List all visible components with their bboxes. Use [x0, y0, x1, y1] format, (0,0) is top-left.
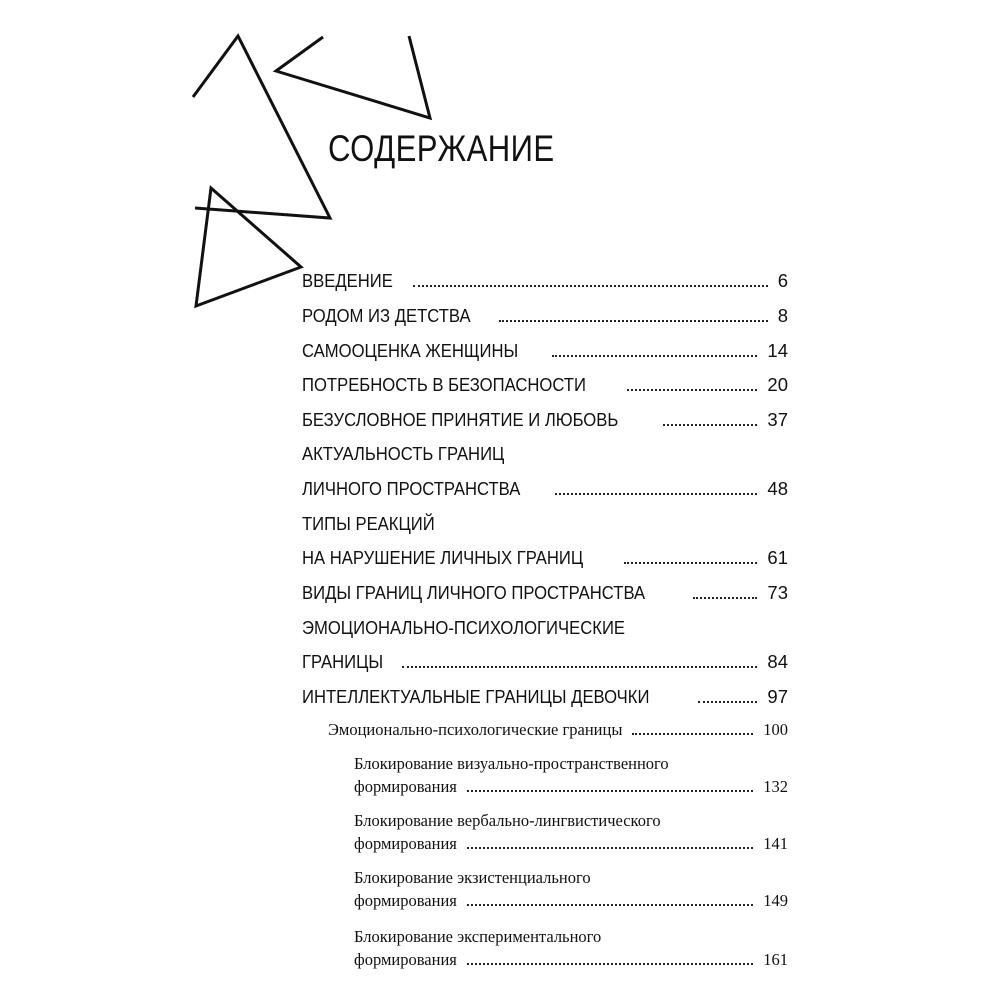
toc-entry-label: РОДОМ ИЗ ДЕТСТВА: [302, 305, 471, 326]
leader-dots: [663, 424, 757, 426]
toc-entry-label: ИНТЕЛЛЕКТУАЛЬНЫЕ ГРАНИЦЫ ДЕВОЧКИ: [302, 686, 650, 707]
leader-dots: [467, 904, 753, 906]
toc-page-number: 61: [767, 547, 788, 568]
leader-dots: [632, 733, 753, 735]
leader-dots: [693, 597, 757, 599]
toc-entry[interactable]: [302, 547, 788, 571]
toc-entry-first-line: ТИПЫ РЕАКЦИЙ: [302, 513, 435, 534]
toc-subsubentry[interactable]: [354, 950, 788, 972]
toc-entry-label: ВВЕДЕНИЕ: [302, 270, 393, 291]
leader-dots: [499, 320, 767, 322]
toc-entry[interactable]: [302, 340, 788, 364]
toc-entry-label: БЕЗУСЛОВНОЕ ПРИНЯТИЕ И ЛЮБОВЬ: [302, 409, 619, 430]
toc-subsubentry[interactable]: [354, 834, 788, 856]
toc-entry-first-line: ЭМОЦИОНАЛЬНО-ПСИХОЛОГИЧЕСКИЕ: [302, 617, 626, 638]
toc-page-number: 73: [767, 582, 788, 603]
toc-entry-first-line: АКТУАЛЬНОСТЬ ГРАНИЦ: [302, 443, 505, 464]
toc-entry[interactable]: [302, 270, 788, 294]
toc-subsubentry-first-line: Блокирование экспериментального: [354, 927, 602, 946]
leader-dots: [555, 493, 758, 495]
toc-entry[interactable]: [302, 374, 788, 398]
toc-entry[interactable]: [302, 305, 788, 329]
toc-entry-label: ГРАНИЦЫ: [302, 651, 384, 672]
toc-subsubentry-first-line: Блокирование вербально-лингвистического: [354, 811, 661, 830]
toc-entry[interactable]: [302, 686, 788, 710]
toc-entry[interactable]: [302, 409, 788, 433]
toc-subentry-label: Эмоционально-психологические границы: [328, 720, 623, 739]
triangle-outline-top-right: [276, 36, 430, 118]
toc-entry[interactable]: [302, 478, 788, 502]
toc-page-number: 132: [763, 777, 788, 796]
toc-subsubentry[interactable]: [354, 777, 788, 799]
page-title: СОДЕРЖАНИЕ: [328, 128, 555, 169]
leader-dots: [467, 963, 753, 965]
toc-subsubentry[interactable]: [354, 891, 788, 913]
toc-subsubentry-label: формирования: [354, 891, 457, 910]
toc-subsubentry-label: формирования: [354, 950, 457, 969]
toc-page-number: 100: [763, 720, 788, 739]
toc-page-number: 141: [763, 834, 788, 853]
toc-page-number: 149: [763, 891, 788, 910]
toc-page-number: 6: [777, 270, 788, 291]
leader-dots: [413, 285, 768, 287]
toc-page-number: 97: [767, 686, 788, 707]
toc-entry-label: ПОТРЕБНОСТЬ В БЕЗОПАСНОСТИ: [302, 374, 586, 395]
toc-entry-label: ВИДЫ ГРАНИЦ ЛИЧНОГО ПРОСТРАНСТВА: [302, 582, 646, 603]
toc-page-number: 8: [777, 305, 788, 326]
leader-dots: [627, 389, 757, 391]
toc-entry[interactable]: [302, 651, 788, 675]
leader-dots: [698, 701, 757, 703]
toc-page-number: 84: [767, 651, 788, 672]
toc-subentry[interactable]: [328, 720, 788, 742]
toc-entry[interactable]: [302, 582, 788, 606]
toc-page-number: 161: [763, 950, 788, 969]
triangle-outline-bottom-left: [196, 188, 301, 306]
toc-subsubentry-first-line: Блокирование визуально-пространственного: [354, 754, 669, 773]
toc-entry-label: ЛИЧНОГО ПРОСТРАНСТВА: [302, 478, 521, 499]
toc-subsubentry-label: формирования: [354, 777, 457, 796]
toc-page-number: 14: [767, 340, 788, 361]
toc-page-number: 20: [767, 374, 788, 395]
leader-dots: [467, 847, 753, 849]
toc-entry-label: САМООЦЕНКА ЖЕНЩИНЫ: [302, 340, 519, 361]
toc-page-number: 37: [767, 409, 788, 430]
toc-entry-label: НА НАРУШЕНИЕ ЛИЧНЫХ ГРАНИЦ: [302, 547, 584, 568]
toc-subsubentry-label: формирования: [354, 834, 457, 853]
leader-dots: [402, 666, 757, 668]
toc-page-number: 48: [767, 478, 788, 499]
leader-dots: [467, 790, 753, 792]
leader-dots: [624, 562, 757, 564]
toc-subsubentry-first-line: Блокирование экзистенциального: [354, 868, 591, 887]
leader-dots: [552, 355, 757, 357]
